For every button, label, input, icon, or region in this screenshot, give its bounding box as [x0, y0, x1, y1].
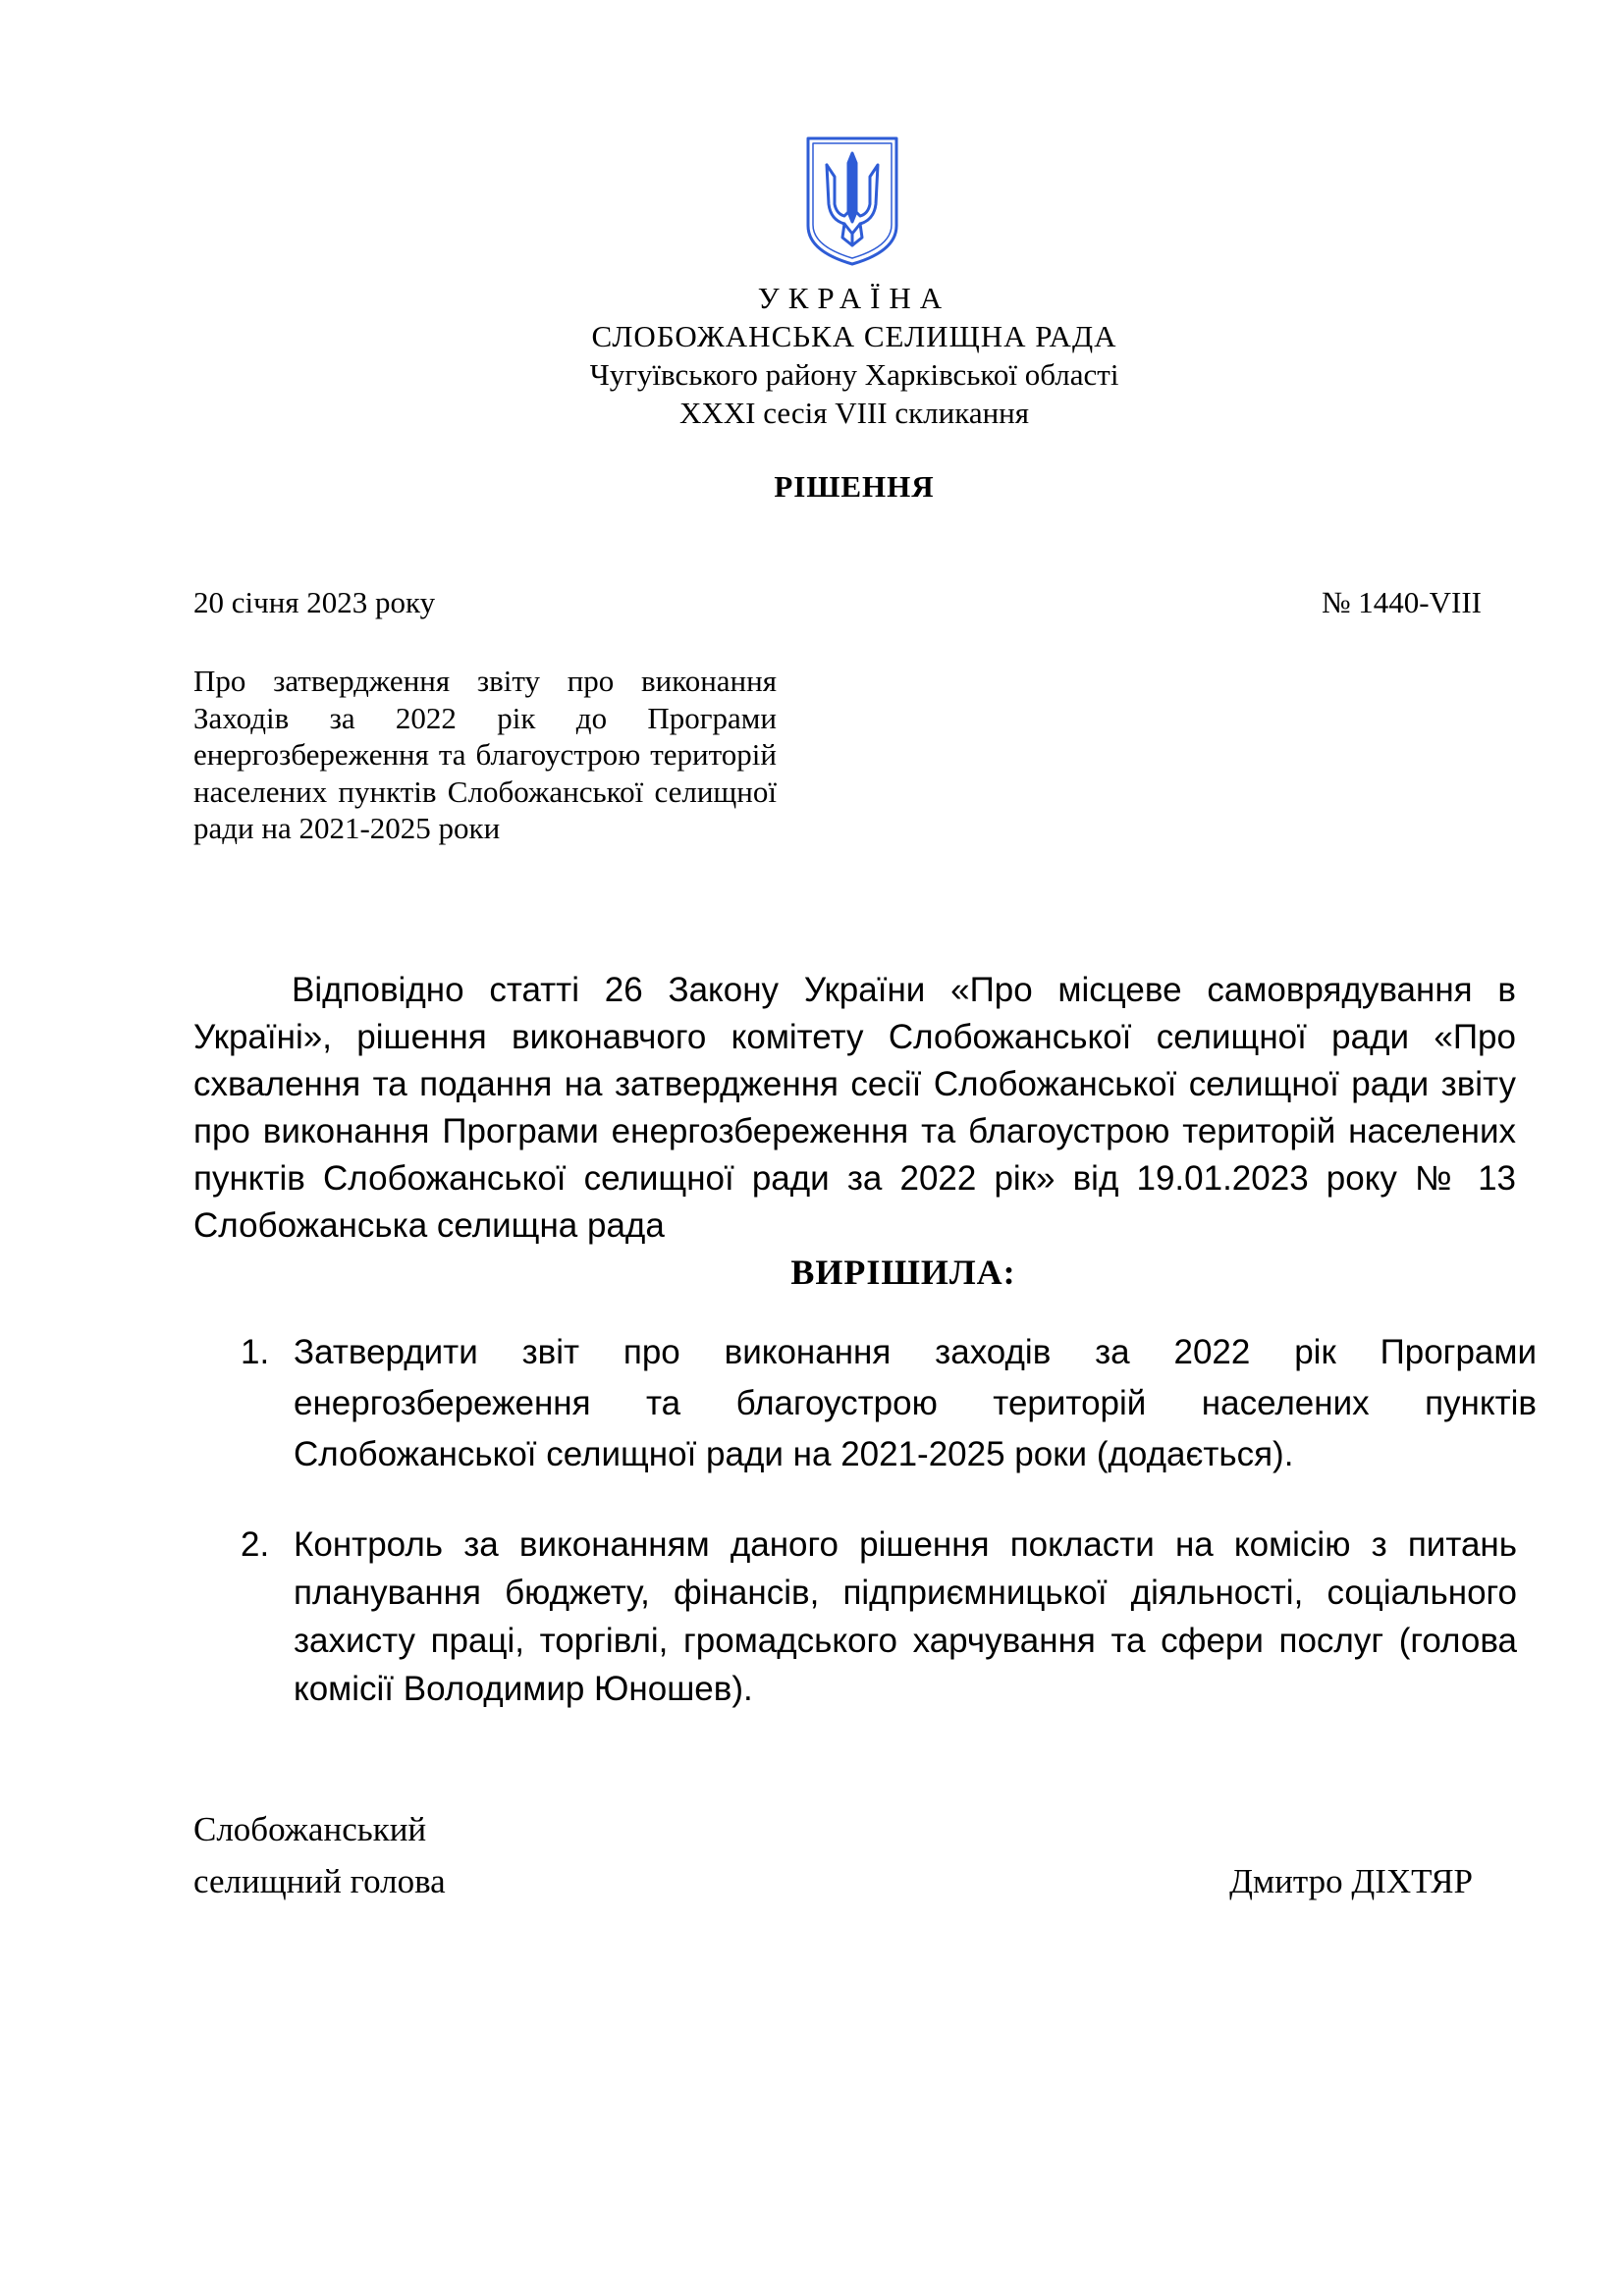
district-heading: Чугуївського району Харківської області — [589, 357, 1119, 392]
decision-number: № 1440-VIII — [1321, 585, 1482, 619]
document-type-title: РІШЕННЯ — [774, 469, 935, 504]
signatory-title — [193, 1803, 446, 1907]
resolution-item-number: 2. — [241, 1525, 270, 1564]
decision-preamble: Відповідно статті 26 Закону України «Про місцеве самоврядування в Україні», рішення виконавчого комітету Слобожанської селищної ради «Про схвалення та подання на затвердження сесії Слобожанської селищної ради звіту про виконання Програми енергозбереження та благоустрою територій населених пунктів Слобожанської селищної ради за 2022 рік» від 19.01.2023 року № 13 Слобожанська селищна рада — [193, 971, 1516, 1245]
resolution-item-number: 1. — [241, 1333, 270, 1371]
signatory-title-line-1: Слобожанський — [193, 1810, 427, 1848]
signatory-title-line-2: селищний голова — [193, 1862, 446, 1900]
signatory-name: Дмитро ДІХТЯР — [1229, 1862, 1473, 1900]
decided-heading: ВИРІШИЛА: — [790, 1253, 1016, 1292]
resolution-item-2 — [241, 1521, 1517, 1713]
country-heading: УКРАЇНА — [757, 281, 951, 315]
session-heading: XXXI сесія VIII скликання — [678, 396, 1030, 430]
resolution-item-1 — [241, 1327, 1537, 1480]
council-heading: СЛОБОЖАНСЬКА СЕЛИЩНА РАДА — [591, 319, 1117, 353]
decision-date: 20 січня 2023 року — [193, 585, 436, 619]
decision-subject: Про затвердження звіту про виконання Заходів за 2022 рік до Програми енергозбереження та благоустрою територій населених пунктів Слобожанської селищної ради на 2021-2025 роки — [193, 664, 777, 845]
resolution-item-text: Контроль за виконанням даного рішення покласти на комісію з питань планування бюджету, фінансів, підприємницької діяльності, соціального захисту праці, торгівлі, громадського харчування та сфери послуг (голова комісії Володимир Юношев). — [294, 1525, 1517, 1708]
resolution-item-text: Затвердити звіт про виконання заходів за 2022 рік Програми енергозбереження та благоустрою територій населених пунктів Слобожанської селищної ради на 2021-2025 роки (додається). — [294, 1333, 1537, 1473]
ukraine-trident-coat-of-arms-icon — [805, 135, 899, 267]
